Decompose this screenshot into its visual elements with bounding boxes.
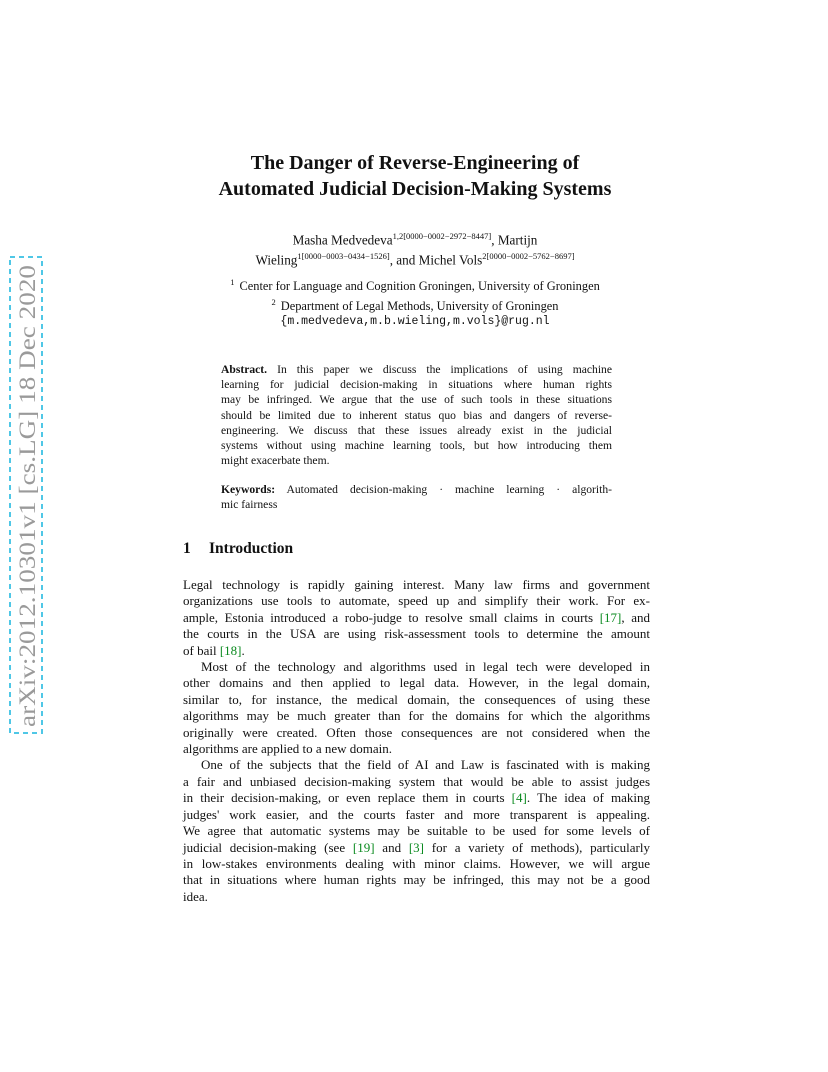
affiliation-1: [150, 274, 680, 294]
keywords: [221, 482, 612, 512]
arxiv-identifier: arXiv:2012.10301v1 [cs.LG] 18 Dec 2020: [15, 336, 40, 727]
body-line: that in situations where human rights may be infringed, this may not be a good: [183, 872, 650, 888]
author-line-1: [150, 228, 680, 248]
affiliation-marker: 2: [271, 297, 276, 308]
body-text: [183, 577, 650, 905]
keywords-line: mic fairness: [221, 498, 278, 512]
abstract-line: should be limited due to inherent status quo bias and dangers of reverse-: [221, 408, 612, 422]
body-text-run: .: [241, 642, 245, 658]
body-line: judges' work easier, and the courts faster and more transparent is appealing.: [183, 806, 650, 822]
citation-link[interactable]: [18]: [219, 642, 242, 658]
citation-link[interactable]: [4]: [511, 790, 527, 806]
body-text-run: in their decision-making, or even replace them in courts: [183, 790, 512, 806]
body-text-run: , and: [621, 609, 650, 625]
title-line-2: Automated Judicial Decision-Making Systems: [218, 178, 612, 200]
author-name: , Martijn: [491, 232, 538, 248]
arxiv-stamp-svg: [4, 255, 48, 735]
affiliation-text: Center for Language and Cognition Groningen, University of Groningen: [239, 279, 600, 294]
keywords-line: [221, 482, 612, 497]
section-heading: [183, 540, 293, 558]
keywords-label: Keywords:: [221, 483, 276, 496]
body-line: similar to, for instance, the medical domain, the consequences of using these: [183, 691, 650, 707]
body-line: organizations use tools to automate, speed up and simplify their work. For ex-: [183, 593, 650, 609]
affiliation-2: [150, 294, 680, 314]
body-text-run: ample, Estonia introduced a robo-judge to resolve small claims in courts: [183, 609, 600, 625]
abstract-text: In this paper we discuss the implications of using machine: [277, 363, 612, 376]
arxiv-side-stamp: [4, 255, 48, 735]
citation-link[interactable]: [17]: [599, 609, 622, 625]
body-line: [183, 790, 650, 806]
body-line: One of the subjects that the field of AI and Law is fascinated with is making: [201, 757, 650, 773]
body-line: We agree that automatic systems may be suitable to be used for some levels of: [183, 823, 650, 839]
body-line: the courts in the USA are using risk-assessment tools to determine the amount: [183, 626, 650, 642]
paper-title: [150, 150, 680, 202]
body-line: Most of the technology and algorithms used in legal tech were developed in: [201, 659, 650, 675]
body-text-run: of bail: [183, 642, 220, 658]
abstract-line: may be infringed. We argue that the use of such tools in these situations: [221, 393, 612, 407]
body-line: in low-stakes environments dealing with minor claims. However, we will argue: [183, 855, 650, 871]
body-line: idea.: [183, 888, 208, 904]
citation-link[interactable]: [3]: [408, 839, 425, 855]
body-text-run: and: [374, 839, 409, 855]
abstract: [221, 362, 612, 468]
author-line-2: [150, 248, 680, 268]
section-title: Introduction: [209, 540, 294, 557]
author-orcid: 2[0000−0002−5762−8697]: [482, 251, 575, 262]
keywords-text: Automated decision-making · machine learning · algorith-: [286, 483, 612, 496]
author-emails: {m.medvedeva,m.b.wieling,m.vols}@rug.nl: [280, 315, 550, 329]
section-number: 1: [183, 540, 191, 557]
affiliation-marker: 1: [230, 277, 235, 287]
body-line: algorithms may be much greater than for the domains for which the algorithms: [183, 708, 650, 724]
body-line: [183, 610, 650, 626]
body-line: a fair and unbiased decision-making system that would be able to assist judges: [183, 773, 650, 789]
author-name: Masha Medvedeva: [292, 232, 393, 248]
title-line-1: The Danger of Reverse-Engineering of: [250, 152, 580, 174]
body-text-run: for a variety of methods), particularly: [424, 839, 650, 855]
body-text-run: judicial decision-making (see: [183, 839, 353, 855]
body-line: Legal technology is rapidly gaining interest. Many law firms and government: [183, 577, 650, 592]
abstract-line: engineering. We discuss that these issues already exist in the judicial: [221, 423, 612, 437]
author-name: Wieling: [255, 252, 298, 268]
abstract-line: learning for judicial decision-making in situations where human rights: [221, 378, 612, 392]
body-line: originally were created. Often those consequences are not considered when the: [183, 724, 650, 740]
author-name: , and Michel Vols: [389, 252, 483, 268]
body-text-run: . The idea of making: [526, 790, 650, 806]
body-line: [183, 840, 650, 856]
body-line: algorithms are applied to a new domain.: [183, 741, 393, 757]
abstract-line: might exacerbate them.: [221, 454, 330, 468]
abstract-label: Abstract.: [221, 363, 268, 376]
body-line: [183, 643, 650, 659]
affiliations: [150, 274, 680, 330]
abstract-line: [221, 362, 612, 377]
abstract-line: systems without using machine learning tools, but how introducing them: [221, 439, 612, 453]
affiliation-text: Department of Legal Methods, University of Groningen: [280, 299, 559, 314]
author-orcid: 1[0000−0003−0434−1526]: [297, 251, 390, 262]
body-line: other domains and then applied to legal data. However, in the legal domain,: [183, 675, 650, 691]
author-orcid: 1,2[0000−0002−2972−8447]: [392, 231, 492, 241]
author-block: [150, 228, 680, 269]
citation-link[interactable]: [19]: [352, 839, 375, 855]
